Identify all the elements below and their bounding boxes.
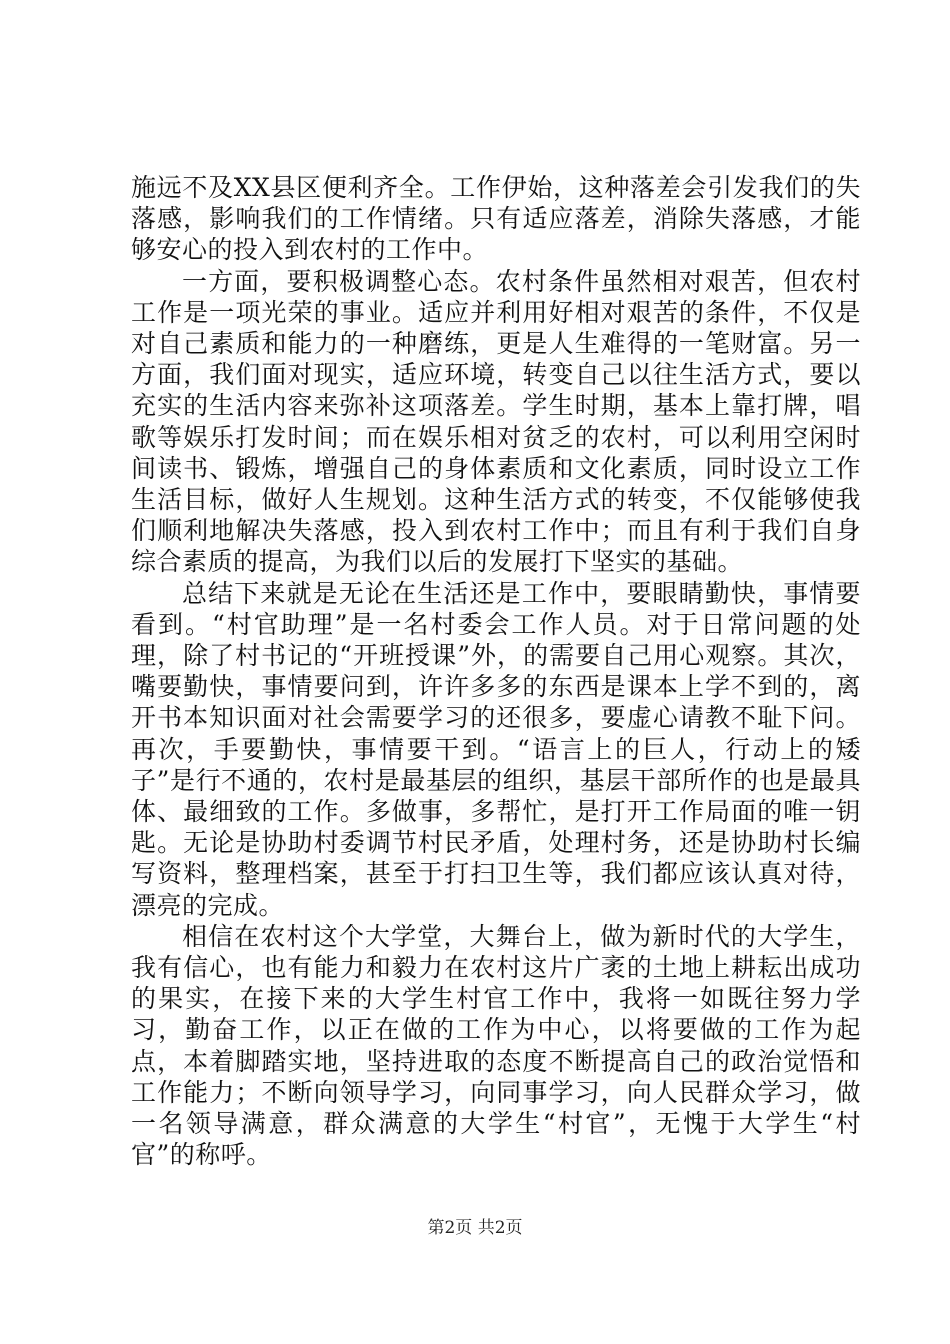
paragraph-1: 施远不及XX县区便利齐全。工作伊始，这种落差会引发我们的失落感，影响我们的工作情绪。只有适应落差，消除失落感，才能够安心的投入到农村的工作中。 (131, 173, 861, 265)
document-body (131, 172, 861, 1171)
paragraph-4: 相信在农村这个大学堂，大舞台上，做为新时代的大学生，我有信心，也有能力和毅力在农村这片广袤的土地上耕耘出成功的果实，在接下来的大学生村官工作中，我将一如既往努力学习，勤奋工作，以正在做的工作为中心，以将要做的工作为起点，本着脚踏实地，坚持进取的态度不断提高自己的政治觉悟和工作能力；不断向领导学习，向同事学习，向人民群众学习，做一名领导满意，群众满意的大学生“村官”，无愧于大学生“村官”的称呼。 (131, 921, 861, 1170)
paragraph-3: 总结下来就是无论在生活还是工作中，要眼睛勤快，事情要看到。“村官助理”是一名村委会工作人员。对于日常问题的处理，除了村书记的“开班授课”外，的需要自己用心观察。其次，嘴要勤快，事情要问到，许许多多的东西是课本上学不到的，离开书本知识面对社会需要学习的还很多，要虚心请教不耻下问。再次，手要勤快，事情要干到。“语言上的巨人，行动上的矮子”是行不通的，农村是最基层的组织，基层干部所作的也是最具体、最细致的工作。多做事，多帮忙，是打开工作局面的唯一钥匙。无论是协助村委调节村民矛盾，处理村务，还是协助村长编写资料，整理档案，甚至于打扫卫生等，我们都应该认真对待，漂亮的完成。 (131, 578, 861, 920)
page-number-footer: 第2页 共2页 (427, 1218, 523, 1238)
paragraph-2: 一方面，要积极调整心态。农村条件虽然相对艰苦，但农村工作是一项光荣的事业。适应并利用好相对艰苦的条件，不仅是对自己素质和能力的一种磨练，更是人生难得的一笔财富。另一方面，我们面对现实，适应环境，转变自己以往生活方式，要以充实的生活内容来弥补这项落差。学生时期，基本上靠打牌，唱歌等娱乐打发时间；而在娱乐相对贫乏的农村，可以利用空闲时间读书、锻炼，增强自己的身体素质和文化素质，同时设立工作生活目标，做好人生规划。这种生活方式的转变，不仅能够使我们顺利地解决失落感，投入到农村工作中；而且有利于我们自身综合素质的提高，为我们以后的发展打下坚实的基础。 (131, 266, 861, 577)
